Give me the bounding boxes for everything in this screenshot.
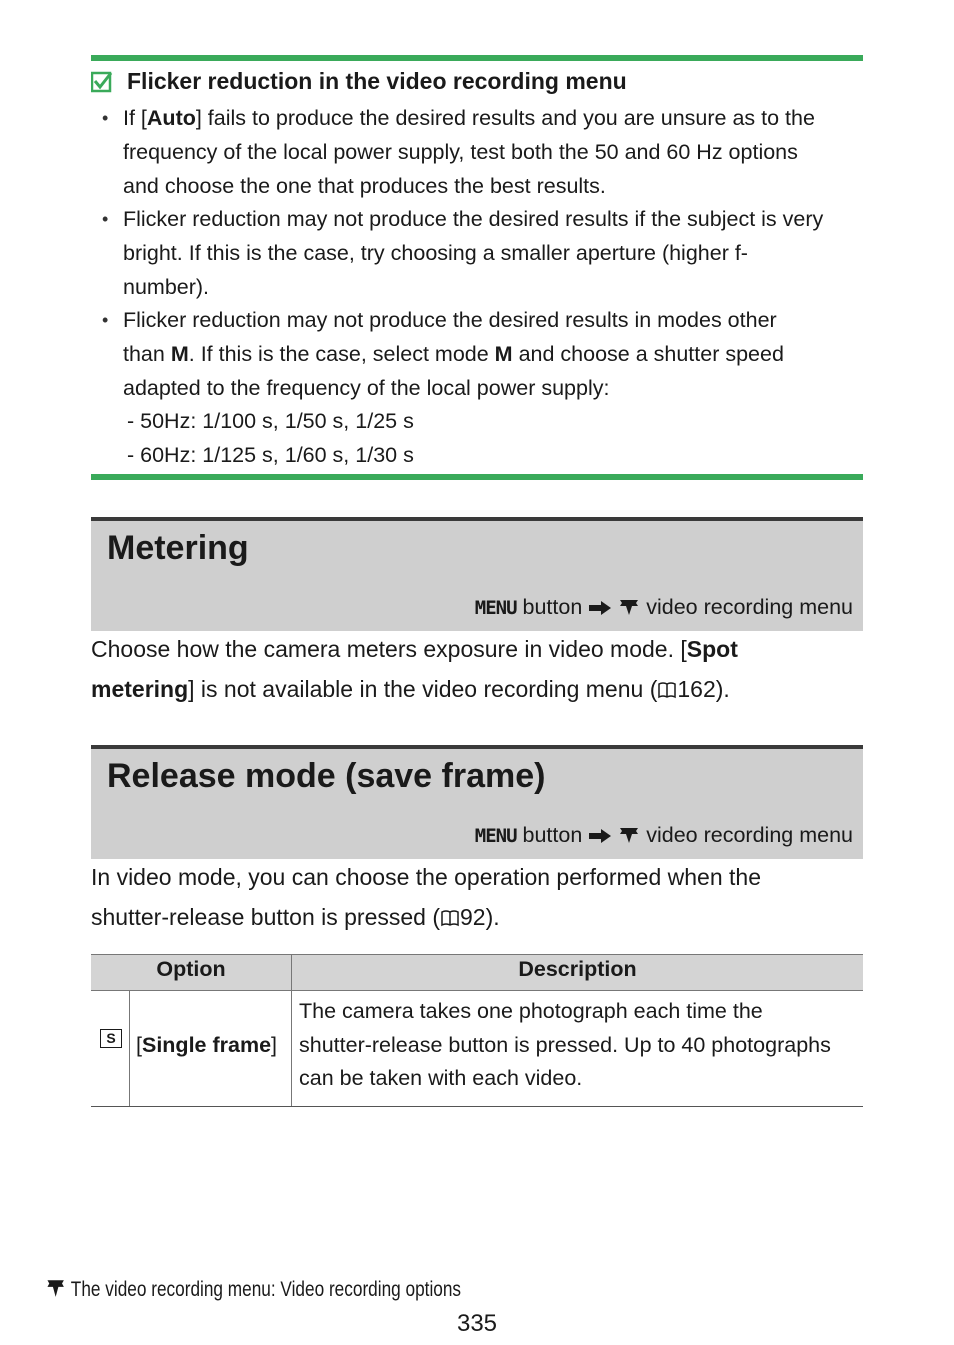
check-note-icon <box>91 71 113 93</box>
note-line: Flicker reduction may not produce the desired results in modes other <box>123 308 777 332</box>
book-icon <box>657 681 677 699</box>
note-line: If [Auto] fails to produce the desired results and you are unsure as to the <box>123 106 815 130</box>
page-number: 335 <box>456 1310 498 1337</box>
menu-path: MENU button video recording menu <box>474 595 853 619</box>
movie-camera-icon <box>618 598 640 616</box>
note-bottom-rule <box>91 474 863 480</box>
bullet-dot: • <box>102 209 109 229</box>
book-icon <box>440 909 460 927</box>
option-single-frame: [Single frame] <box>136 1033 278 1057</box>
menu-path: MENU button video recording menu <box>474 823 853 847</box>
note-line: adapted to the frequency of the local power supply: <box>123 376 610 400</box>
section-header-metering <box>91 517 863 631</box>
menu-button-label: MENU <box>474 597 517 619</box>
metering-text: metering] is not available in the video recording menu ( 162). <box>91 676 730 702</box>
section-title: Metering <box>107 529 249 567</box>
release-mode-text: shutter-release button is pressed ( 92). <box>91 904 500 930</box>
menu-button-label: MENU <box>474 825 517 847</box>
footer <box>45 1278 461 1302</box>
description-line: shutter-release button is pressed. Up to 40 photographs <box>299 1033 831 1057</box>
table-header <box>91 954 863 991</box>
section-title: Release mode (save frame) <box>107 757 546 795</box>
note-line: frequency of the local power supply, test both the 50 and 60 Hz options <box>123 140 798 164</box>
column-divider <box>129 990 130 1107</box>
metering-text: Choose how the camera meters exposure in video mode. [Spot <box>91 636 738 662</box>
arrow-right-icon <box>588 600 612 616</box>
note-top-rule <box>91 55 863 61</box>
note-title: Flicker reduction in the video recording menu <box>127 68 627 94</box>
footer-text: The video recording menu: Video recording options <box>70 1278 462 1301</box>
note-line: than M. If this is the case, select mode M and choose a shutter speed <box>123 342 784 366</box>
description-line: can be taken with each video. <box>299 1066 583 1090</box>
description-line: The camera takes one photograph each time the <box>299 999 763 1023</box>
note-sub-item: - 50Hz: 1/100 s, 1/50 s, 1/25 s <box>127 409 414 433</box>
header-option: Option <box>156 957 226 981</box>
note-line: number). <box>123 275 210 299</box>
section-header-release-mode <box>91 745 863 859</box>
table-bottom-rule <box>91 1106 863 1107</box>
bullet-dot: • <box>102 108 109 128</box>
note-line: bright. If this is the case, try choosing a smaller aperture (higher f- <box>123 241 748 265</box>
note-line: Flicker reduction may not produce the desired results if the subject is very <box>123 207 824 231</box>
arrow-right-icon <box>588 828 612 844</box>
note-line: and choose the one that produces the best results. <box>123 174 606 198</box>
movie-camera-icon <box>45 1278 66 1298</box>
movie-camera-icon <box>618 826 640 844</box>
note-sub-item: - 60Hz: 1/125 s, 1/60 s, 1/30 s <box>127 443 414 467</box>
header-description: Description <box>518 957 637 981</box>
single-frame-icon: S <box>100 1029 122 1048</box>
bullet-dot: • <box>102 310 109 330</box>
release-mode-text: In video mode, you can choose the operation performed when the <box>91 864 761 890</box>
column-divider <box>291 954 292 1107</box>
